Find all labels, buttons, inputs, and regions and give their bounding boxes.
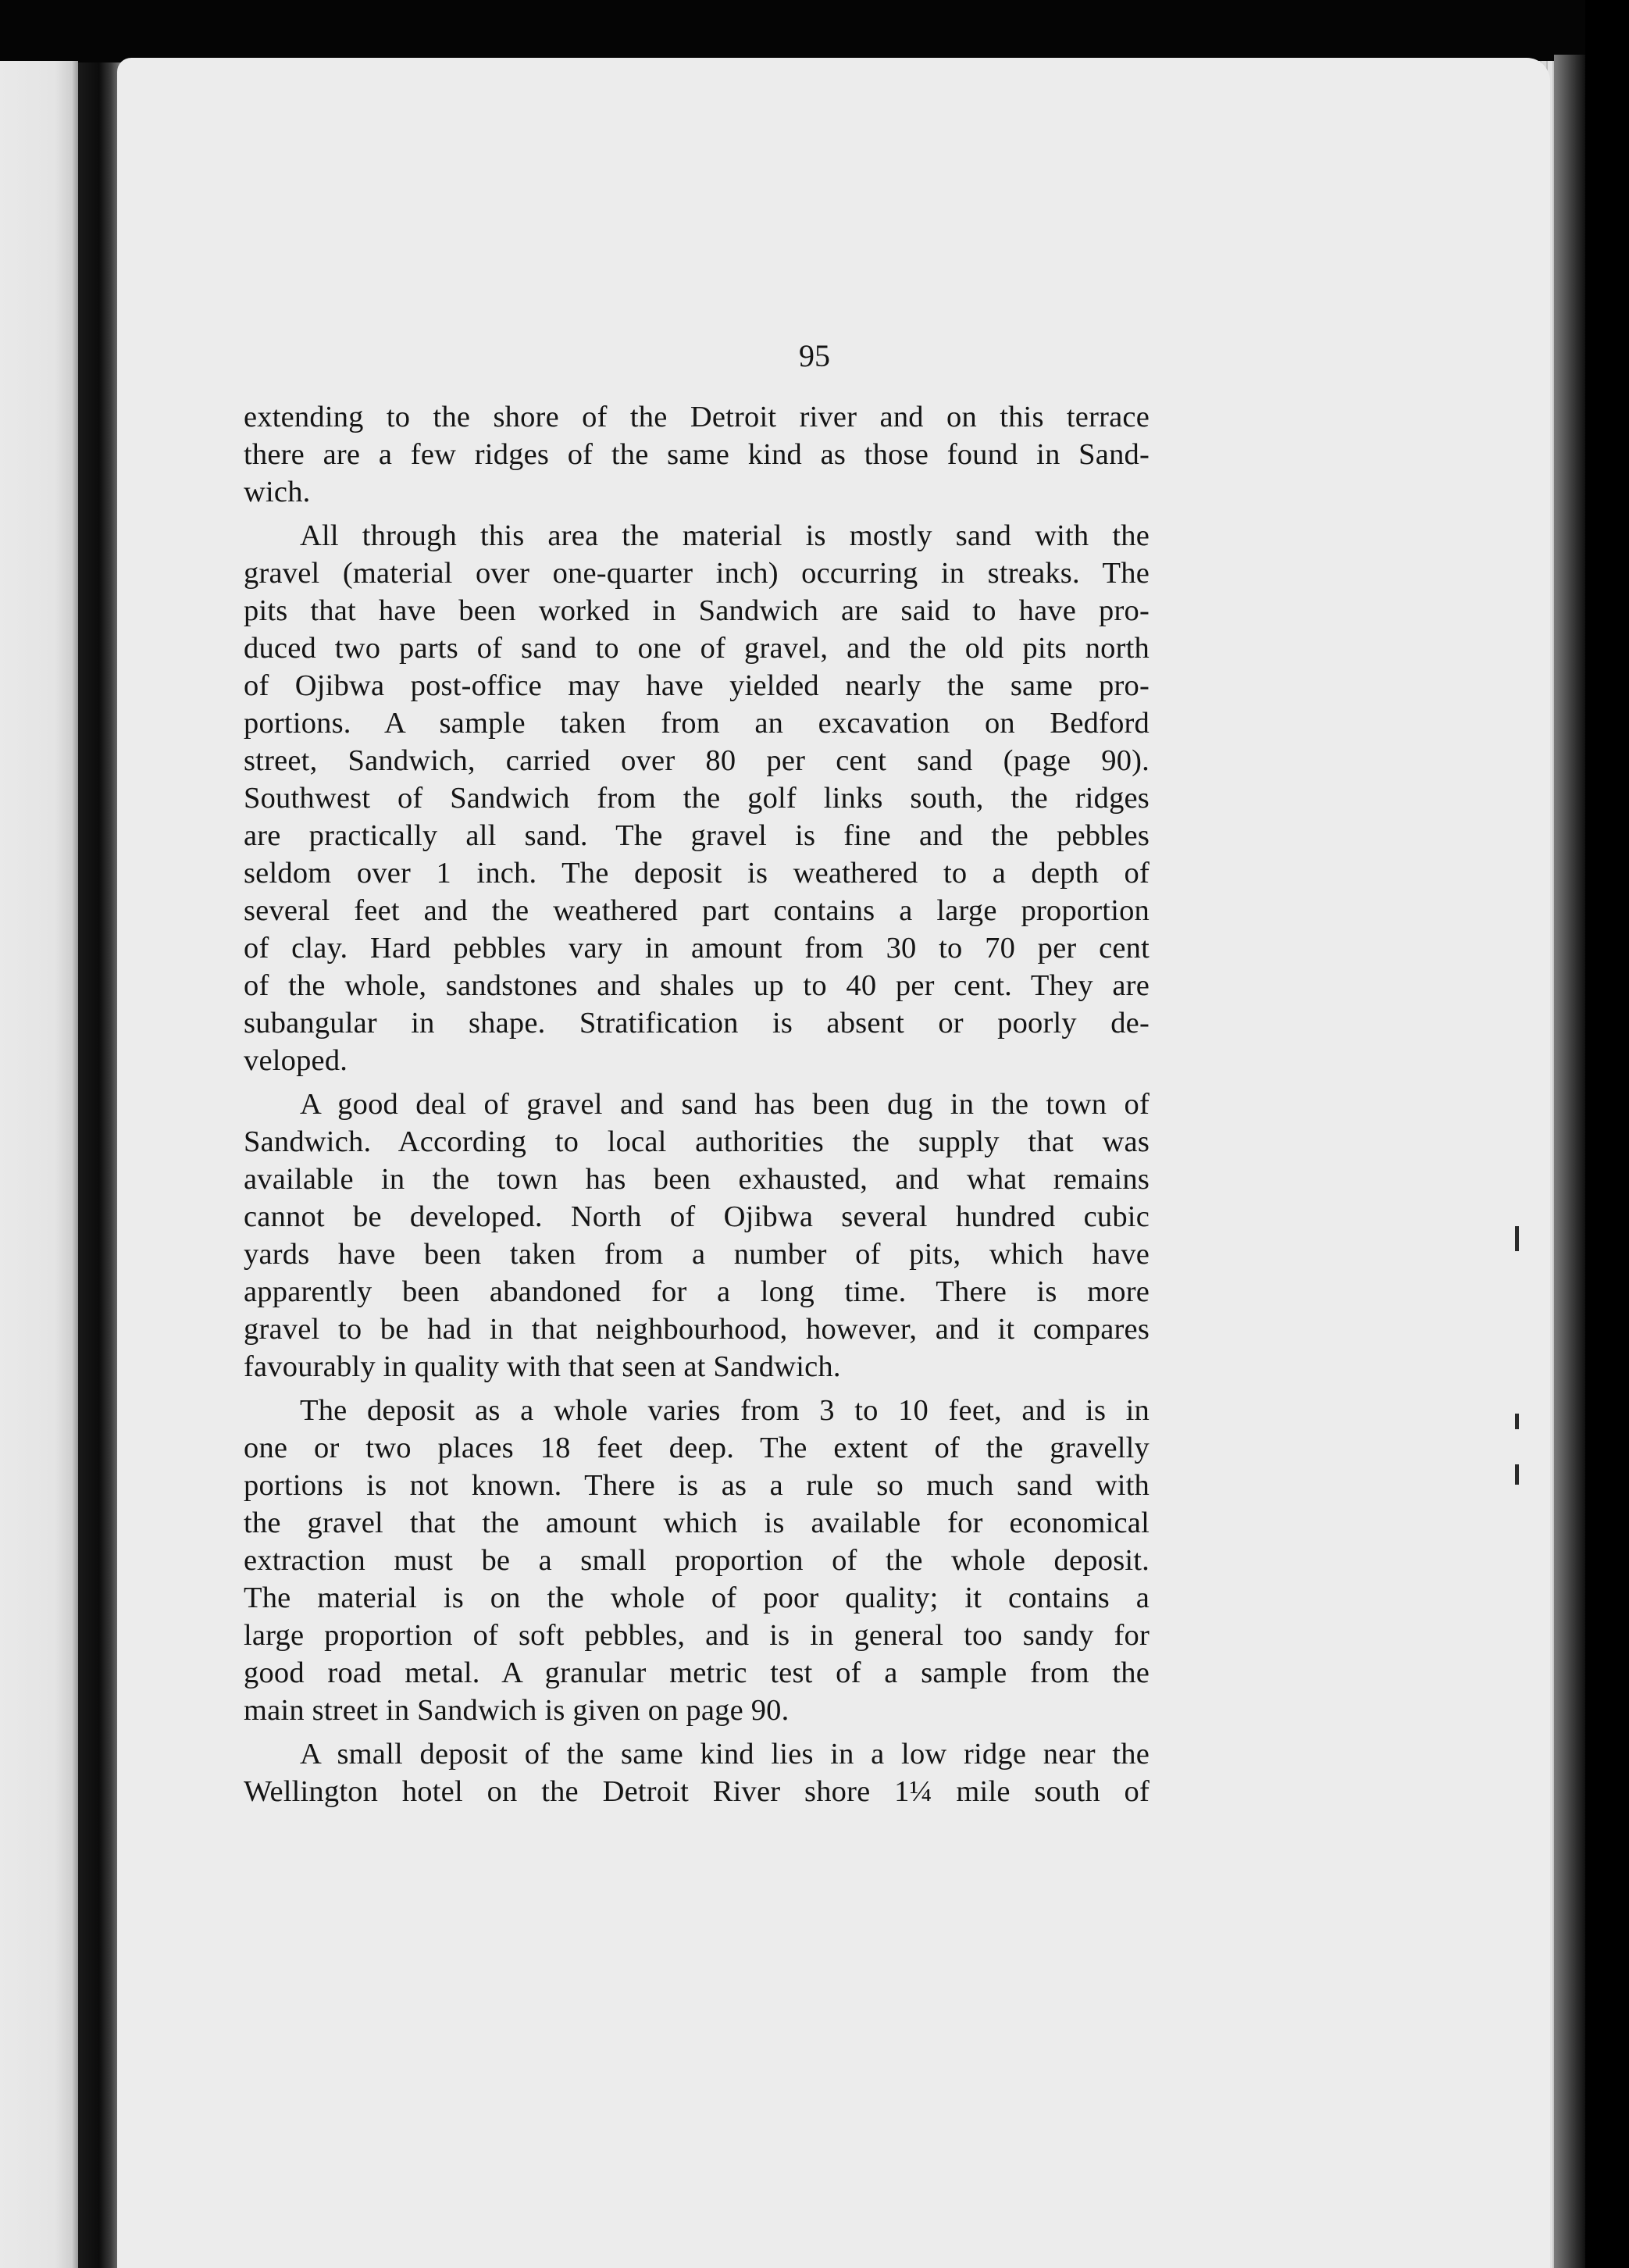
text-line: A good deal of gravel and sand has been dug in the town of [300, 1088, 1150, 1121]
page-number: 95 [799, 338, 830, 373]
page-edge-shadow [1554, 55, 1585, 2268]
paragraph [244, 398, 1150, 511]
edge-mark [1515, 1226, 1519, 1251]
text-line: pits that have been worked in Sandwich are said to have pro- [244, 594, 1150, 627]
text-line: cannot be developed. North of Ojibwa several hundred cubic [244, 1200, 1150, 1233]
text-line: Sandwich. According to local authorities the supply that was [244, 1125, 1150, 1158]
paragraph [244, 1735, 1150, 1810]
text-line: of clay. Hard pebbles vary in amount from 30 to 70 per cent [244, 932, 1150, 965]
left-page-edge [0, 61, 78, 2268]
text-line: gravel (material over one-quarter inch) occurring in streaks. The [244, 557, 1150, 590]
text-line: subangular in shape. Stratification is absent or poorly de- [244, 1007, 1150, 1040]
text-line: Southwest of Sandwich from the golf links south, the ridges [244, 782, 1150, 815]
paragraph [244, 1392, 1150, 1729]
body-text [244, 398, 1150, 1817]
text-line: apparently been abandoned for a long time. There is more [244, 1275, 1150, 1308]
text-line: main street in Sandwich is given on page 90. [244, 1694, 790, 1727]
text-line: The deposit as a whole varies from 3 to 10 feet, and is in [300, 1394, 1150, 1427]
text-line: available in the town has been exhausted, and what remains [244, 1163, 1150, 1196]
text-line: extraction must be a small proportion of the whole deposit. [244, 1544, 1150, 1577]
edge-mark [1515, 1464, 1519, 1485]
text-line: the gravel that the amount which is available for economical [244, 1507, 1150, 1539]
text-line: good road metal. A granular metric test of a sample from the [244, 1656, 1150, 1689]
text-line: veloped. [244, 1044, 348, 1077]
text-line: of the whole, sandstones and shales up to 40 per cent. They are [244, 969, 1150, 1002]
text-line: duced two parts of sand to one of gravel, and the old pits north [244, 632, 1150, 665]
text-line: All through this area the material is mostly sand with the [300, 519, 1150, 552]
text-line: one or two places 18 feet deep. The extent of the gravelly [244, 1432, 1150, 1464]
text-line: are practically all sand. The gravel is fine and the pebbles [244, 819, 1150, 852]
text-line: several feet and the weathered part contains a large proportion [244, 894, 1150, 927]
edge-mark [1515, 1414, 1519, 1429]
text-line: extending to the shore of the Detroit river and on this terrace [244, 401, 1150, 433]
text-line: wich. [244, 476, 311, 508]
text-line: favourably in quality with that seen at Sandwich. [244, 1350, 841, 1383]
text-line: of Ojibwa post-office may have yielded nearly the same pro- [244, 669, 1150, 702]
paragraph [244, 1086, 1150, 1385]
paragraph [244, 517, 1150, 1079]
text-line: there are a few ridges of the same kind as those found in Sand- [244, 438, 1150, 471]
text-line: A small deposit of the same kind lies in a low ridge near the [300, 1738, 1150, 1771]
text-line: seldom over 1 inch. The deposit is weathered to a depth of [244, 857, 1150, 890]
text-line: large proportion of soft pebbles, and is in general too sandy for [244, 1619, 1150, 1652]
text-line: The material is on the whole of poor quality; it contains a [244, 1582, 1150, 1614]
text-line: portions is not known. There is as a rule so much sand with [244, 1469, 1150, 1502]
text-line: street, Sandwich, carried over 80 per cent sand (page 90). [244, 744, 1150, 777]
text-line: gravel to be had in that neighbourhood, however, and it compares [244, 1313, 1150, 1346]
text-line: portions. A sample taken from an excavation on Bedford [244, 707, 1150, 740]
text-line: yards have been taken from a number of pits, which have [244, 1238, 1150, 1271]
text-line: Wellington hotel on the Detroit River shore 1¼ mile south of [244, 1775, 1150, 1808]
